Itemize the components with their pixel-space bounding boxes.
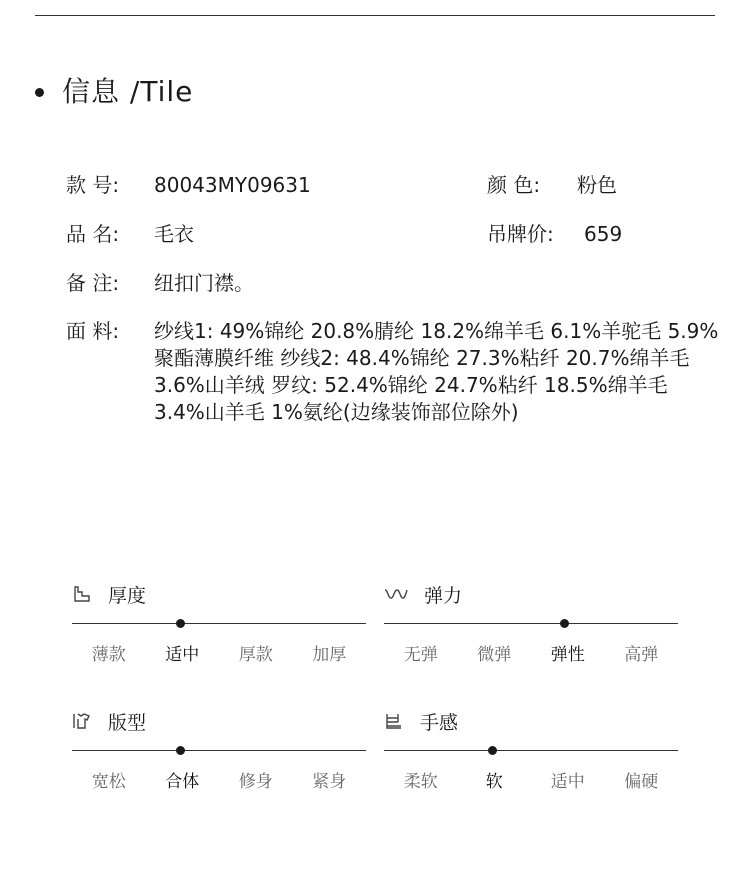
fabric-label: 面 料:	[66, 319, 120, 343]
style-no-label: 款 号:	[66, 173, 120, 197]
thickness-option: 薄款	[91, 645, 126, 665]
name-label: 品 名:	[66, 222, 120, 246]
fit-option: 修身	[238, 772, 273, 792]
feel-option: 柔软	[403, 772, 438, 792]
thickness-track	[72, 623, 366, 624]
info-price	[487, 221, 622, 247]
top-divider	[35, 15, 715, 16]
color-label: 颜 色:	[487, 173, 541, 197]
style-no-value: 80043MY09631	[154, 173, 311, 197]
section-title	[35, 70, 193, 110]
info-fabric	[66, 318, 719, 426]
info-style-no	[66, 172, 311, 198]
thickness-title: 厚度	[108, 584, 147, 607]
price-value: 659	[584, 222, 623, 246]
thickness-icon	[72, 584, 92, 604]
feel-option: 偏硬	[624, 772, 659, 792]
section-title-text: 信息 /Tile	[62, 75, 194, 108]
fit-scale	[72, 709, 366, 792]
thickness-option: 厚款	[238, 645, 273, 665]
thickness-option-selected: 适中	[165, 645, 200, 665]
fit-header	[72, 709, 366, 733]
elasticity-option: 高弹	[624, 645, 659, 665]
bullet-icon	[35, 88, 44, 97]
remark-value: 纽扣门襟。	[154, 271, 254, 295]
shirt-icon	[72, 711, 92, 731]
elasticity-scale	[384, 582, 678, 665]
elasticity-option: 微弹	[477, 645, 512, 665]
feel-marker	[488, 746, 497, 755]
elasticity-header	[384, 582, 678, 606]
info-remark	[66, 270, 254, 296]
fit-option: 紧身	[312, 772, 347, 792]
feel-option: 适中	[550, 772, 585, 792]
fit-option: 宽松	[91, 772, 126, 792]
info-color	[487, 172, 617, 198]
color-value: 粉色	[577, 173, 617, 197]
fit-option-selected: 合体	[165, 772, 200, 792]
elasticity-option: 无弹	[403, 645, 438, 665]
name-value: 毛衣	[154, 222, 194, 246]
remark-label: 备 注:	[66, 271, 120, 295]
thickness-header	[72, 582, 366, 606]
thickness-marker	[176, 619, 185, 628]
feel-option-selected: 软	[485, 772, 503, 792]
feel-header	[384, 709, 678, 733]
elasticity-option-selected: 弹性	[550, 645, 585, 665]
feel-scale	[384, 709, 678, 792]
fabric-layers-icon	[384, 711, 404, 731]
price-label: 吊牌价:	[487, 222, 554, 246]
thickness-option: 加厚	[312, 645, 347, 665]
elasticity-track	[384, 623, 678, 624]
fabric-value: 纱线1: 49%锦纶 20.8%腈纶 18.2%绵羊毛 6.1%羊驼毛 5.9%聚酯薄膜纤维 纱线2: 48.4%锦纶 27.3%粘纤 20.7%绵羊毛 3.6%山羊绒 罗纹: 52.4%锦纶 24.7%粘纤 18.5%绵羊毛 3.4%山羊毛 1%氨纶(边缘装饰部位除外)	[154, 319, 719, 424]
elasticity-marker	[560, 619, 569, 628]
feel-track	[384, 750, 678, 751]
elastic-icon	[384, 584, 408, 604]
fit-track	[72, 750, 366, 751]
feel-title: 手感	[420, 711, 459, 734]
elasticity-title: 弹力	[424, 584, 463, 607]
fit-title: 版型	[108, 711, 147, 734]
thickness-scale	[72, 582, 366, 665]
info-name	[66, 221, 194, 247]
fit-marker	[176, 746, 185, 755]
